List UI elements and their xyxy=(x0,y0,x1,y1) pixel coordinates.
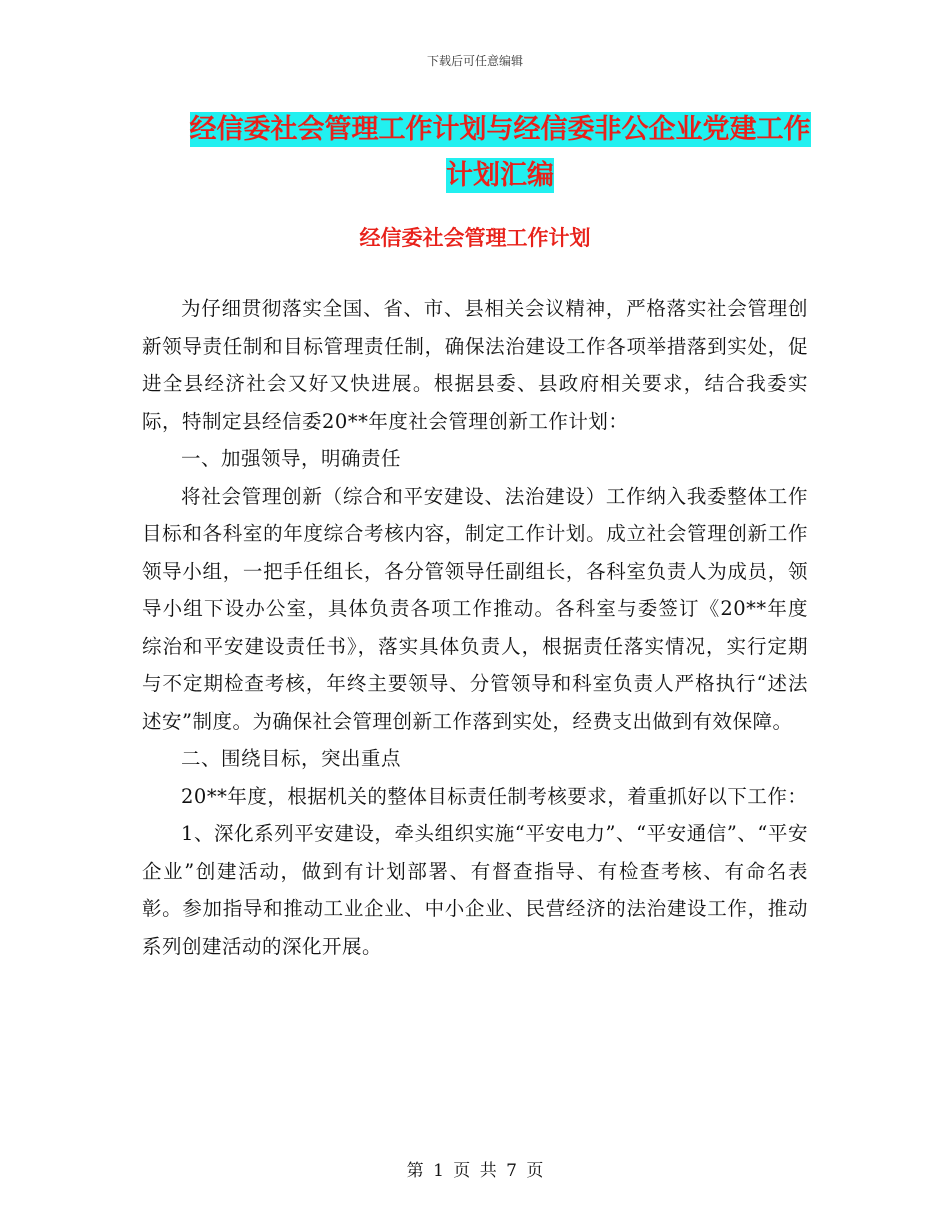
paragraph: 1、深化系列平安建设，牵头组织实施“平安电力”、“平安通信”、“平安企业”创建活动，做到有计划部署、有督查指导、有检查考核、有命名表彰。参加指导和推动工业企业、中小企业、民营经济的法治建设工作，推动系列创建活动的深化开展。 xyxy=(142,822,808,958)
document-title-line-2: 计划汇编 xyxy=(446,160,554,191)
document-body xyxy=(142,290,808,965)
section-title: 经信委社会管理工作计划 xyxy=(359,226,591,250)
paragraph: 将社会管理创新（综合和平安建设、法治建设）工作纳入我委整体工作目标和各科室的年度综合考核内容，制定工作计划。成立社会管理创新工作领导小组，一把手任组长，各分管领导任副组长，各科室负责人为成员，领导小组下设办公室，具体负责各项工作推动。各科室与委签订《20**年度综治和平安建设责任书》，落实具体负责人，根据责任落实情况，实行定期与不定期检查考核，年终主要领导、分管领导和科室负责人严格执行“述法述安”制度。为确保社会管理创新工作落到实处，经费支出做到有效保障。 xyxy=(142,484,808,733)
paragraph: 20**年度，根据机关的整体目标责任制考核要求，着重抓好以下工作： xyxy=(181,784,808,808)
header-note: 下载后可任意编辑 xyxy=(426,54,523,68)
paragraph: 一、加强领导，明确责任 xyxy=(181,447,402,470)
document-title xyxy=(140,107,860,199)
page-footer: 第 1 页 共 7 页 xyxy=(406,1161,544,1181)
paragraph: 为仔细贯彻落实全国、省、市、县相关会议精神，严格落实社会管理创新领导责任制和目标管理责任制，确保法治建设工作各项举措落到实处，促进全县经济社会又好又快进展。根据县委、县政府相关要求，结合我委实际，特制定县经信委20**年度社会管理创新工作计划： xyxy=(142,297,808,433)
document-title-line-1: 经信委社会管理工作计划与经信委非公企业党建工作 xyxy=(189,114,811,145)
paragraph: 二、围绕目标，突出重点 xyxy=(181,747,402,770)
